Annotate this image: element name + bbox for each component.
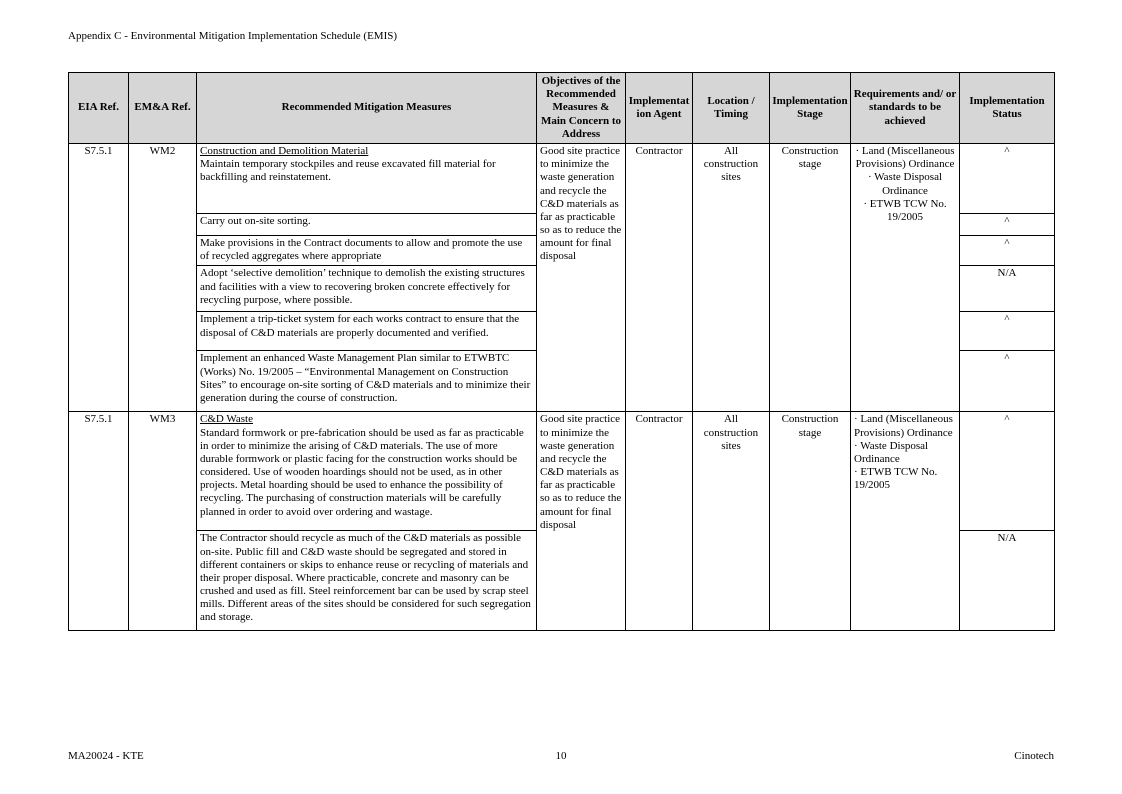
document-title: Appendix C - Environmental Mitigation Implementation Schedule (EMIS) [68,30,398,42]
col-header-objectives: Objectives of the Recommended Measures & Main Concern to Address [537,73,626,144]
cell-measure: Implement an enhanced Waste Management Plan similar to ETWBTC (Works) No. 19/2005 – “Environmental Management on Construction Sites” to encourage on-site sorting of C&D materials and to minimize their generation during the course of construction. [197,351,537,412]
cell-measure: Adopt ‘selective demolition’ technique to demolish the existing structures and facilities with a view to recovering broken concrete effectively for recycling purpose, where possible. [197,266,537,312]
measure-text: Standard formwork or pre-fabrication should be used as far as practicable in order to minimize the arising of C&D materials. The use of more durable formwork or plastic facing for the construction works should be considered. Use of wooden hoardings should not be used, as in other projects. Metal hoarding should be used to enhance the possibility of recycling. The purchasing of construction materials will be carefully planned in order to avoid over ordering and wastage. [200,426,524,518]
measure-heading: Construction and Demolition Material [200,144,369,157]
cell-location: All construction sites [693,143,770,411]
cell-agent: Contractor [626,412,693,631]
col-header-status: Implementation Status [960,73,1055,144]
col-header-agent: Implementation Agent [626,73,693,144]
cell-stage: Construction stage [770,412,851,631]
cell-ema-ref: WM3 [129,412,197,631]
requirement-item: · Waste Disposal Ordinance [854,439,929,465]
requirement-item: · Waste Disposal Ordinance [867,171,943,197]
cell-eia-ref: S7.5.1 [69,143,129,411]
cell-objectives: Good site practice to minimize the waste generation and recycle the C&D materials as far as practicable so as to reduce the amount for final disposal [537,143,626,411]
cell-requirements [851,143,960,411]
footer-page-number: 10 [555,750,567,762]
cell-status: ^ [960,351,1055,412]
cell-measure [197,412,537,531]
cell-status: N/A [960,266,1055,312]
cell-location: All construction sites [693,412,770,631]
cell-agent: Contractor [626,143,693,411]
emis-table [68,72,1055,631]
cell-measure: Implement a trip-ticket system for each works contract to ensure that the disposal of C&D materials are properly documented and verified. [197,312,537,351]
table-header-row [69,73,1055,144]
footer-company-name: Cinotech [1014,750,1055,762]
cell-measure [197,143,537,213]
cell-measure: Make provisions in the Contract documents to allow and promote the use of recycled aggregates where appropriate [197,235,537,265]
requirement-item: · Land (Miscellaneous Provisions) Ordinance [855,144,955,171]
requirement-item: · Land (Miscellaneous Provisions) Ordinance [854,413,953,439]
cell-measure: The Contractor should recycle as much of the C&D materials as possible on-site. Public fill and C&D waste should be segregated and stored in different containers or skips to enhance reuse or recycling of materials and their proper disposal. Where practicable, concrete and masonry can be crushed and used as fill. Steel reinforcement bar can be used by scrap steel mills. Different areas of the sites should be considered for such segregation and storage. [197,531,537,631]
cell-status: ^ [960,235,1055,265]
cell-status: N/A [960,531,1055,631]
col-header-measures: Recommended Mitigation Measures [197,73,537,144]
requirement-item: · ETWB TCW No. 19/2005 [854,466,938,492]
col-header-requirements: Requirements and/ or standards to be achieved [851,73,960,144]
cell-stage: Construction stage [770,143,851,411]
cell-requirements [851,412,960,631]
col-header-ema-ref: EM&A Ref. [129,73,197,144]
requirement-item: · ETWB TCW No. 19/2005 [863,197,947,223]
table-row [69,412,1055,531]
cell-status: ^ [960,412,1055,531]
col-header-stage: Implementation Stage [770,73,851,144]
document-footer [68,750,1054,762]
cell-measure: Carry out on-site sorting. [197,213,537,235]
cell-status: ^ [960,143,1055,213]
measure-text: Maintain temporary stockpiles and reuse excavated fill material for backfilling and reinstatement. [200,158,496,184]
cell-eia-ref: S7.5.1 [69,412,129,631]
cell-status: ^ [960,312,1055,351]
footer-project-ref: MA20024 - KTE [68,750,144,762]
col-header-eia-ref: EIA Ref. [69,73,129,144]
cell-objectives: Good site practice to minimize the waste generation and recycle the C&D materials as far as practicable so as to reduce the amount for final disposal [537,412,626,631]
table-row [69,143,1055,213]
cell-ema-ref: WM2 [129,143,197,411]
col-header-location: Location / Timing [693,73,770,144]
measure-heading: C&D Waste [200,413,253,426]
cell-status: ^ [960,213,1055,235]
